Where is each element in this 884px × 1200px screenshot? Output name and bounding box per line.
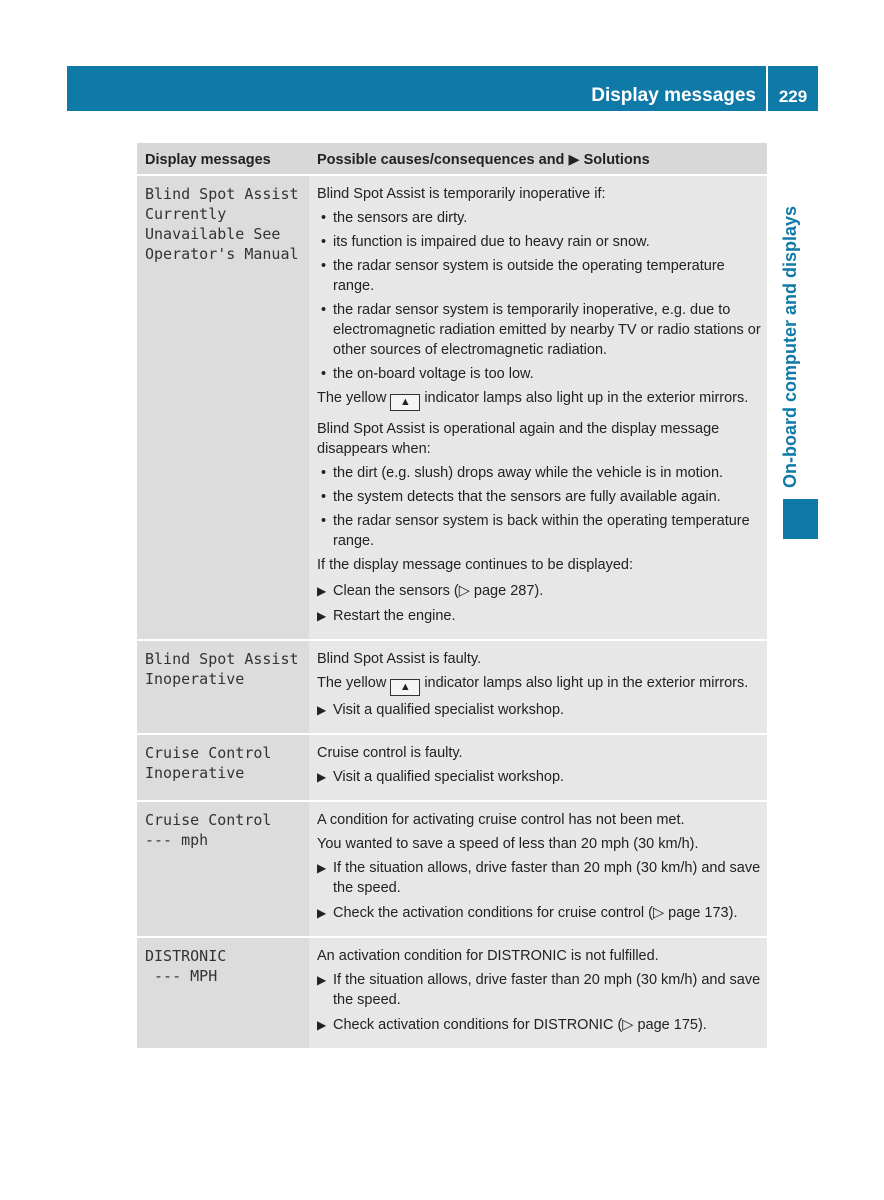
list-item-text: the system detects that the sensors are fully available again. [333, 489, 721, 505]
display-message: DISTRONIC --- MPH [137, 938, 309, 1048]
list-item [317, 208, 761, 228]
cause-text: You wanted to save a speed of less than 20 mph (30 km/h). [317, 836, 699, 852]
display-message: Blind Spot Assist Currently Unavailable See Operator's Manual [137, 176, 309, 639]
bullet-icon: • [321, 465, 327, 481]
table-header [137, 143, 767, 176]
bullet-icon: • [321, 302, 327, 318]
action-step [317, 858, 761, 898]
cause-text: Cruise control is faulty. [317, 745, 463, 761]
table-row [137, 938, 767, 1050]
list-item [317, 511, 761, 551]
action-text: Clean the sensors (▷ page 287). [333, 583, 544, 599]
action-step [317, 581, 761, 601]
action-arrow-icon: ▶ [317, 703, 327, 717]
action-arrow-icon: ▶ [317, 609, 327, 623]
cause-text: If the display message continues to be displayed: [317, 557, 633, 573]
section-tab-marker [783, 499, 818, 539]
col-header-messages: Display messages [145, 152, 271, 168]
col-header-solutions-text: Solutions [583, 152, 650, 168]
action-step [317, 606, 761, 626]
action-text: Visit a qualified specialist workshop. [333, 769, 565, 785]
action-step [317, 767, 761, 787]
cause-text: An activation condition for DISTRONIC is not fulfilled. [317, 948, 659, 964]
bullet-icon: • [321, 366, 327, 382]
header-bar [67, 66, 766, 111]
page-title: Display messages [591, 85, 756, 106]
action-text: Check activation conditions for DISTRONIC (▷ page 175). [333, 1017, 707, 1033]
lamp-note [317, 673, 761, 696]
bullet-icon: • [321, 489, 327, 505]
causes-solutions [309, 802, 767, 936]
bullet-icon: • [321, 234, 327, 250]
bullet-icon: • [321, 513, 327, 529]
table-row [137, 735, 767, 802]
causes-solutions [309, 735, 767, 800]
table-row [137, 802, 767, 938]
warning-lamp-icon: ▲ [390, 679, 420, 696]
action-arrow-icon: ▶ [317, 973, 327, 987]
arrow-right-icon: ▶ [568, 152, 580, 168]
cause-text: Blind Spot Assist is faulty. [317, 651, 482, 667]
causes-solutions [309, 641, 767, 733]
lamp-note-suffix: indicator lamps also light up in the exterior mirrors. [424, 390, 749, 406]
page-number: 229 [778, 87, 808, 106]
action-arrow-icon: ▶ [317, 770, 327, 784]
list-item-text: the on-board voltage is too low. [333, 366, 534, 382]
list-item-text: its function is impaired due to heavy rain or snow. [333, 234, 650, 250]
list-item [317, 463, 761, 483]
list-item-text: the radar sensor system is back within the operating temperature range. [333, 513, 750, 549]
cause-text: A condition for activating cruise control has not been met. [317, 812, 685, 828]
bullet-icon: • [321, 210, 327, 226]
action-text: If the situation allows, drive faster than 20 mph (30 km/h) and save the speed. [333, 860, 761, 896]
cause-text: Blind Spot Assist is operational again and the display message disappears when: [317, 421, 720, 457]
list-item [317, 364, 761, 384]
list-item-text: the radar sensor system is outside the operating temperature range. [333, 258, 725, 294]
cause-text: Blind Spot Assist is temporarily inoperative if: [317, 186, 606, 202]
table-row [137, 176, 767, 641]
lamp-note-suffix: indicator lamps also light up in the exterior mirrors. [424, 675, 749, 691]
action-text: Visit a qualified specialist workshop. [333, 702, 565, 718]
display-message: Cruise Control --- mph [137, 802, 309, 936]
list-item [317, 487, 761, 507]
list-item-text: the sensors are dirty. [333, 210, 468, 226]
action-step [317, 700, 761, 720]
action-arrow-icon: ▶ [317, 861, 327, 875]
action-text: Restart the engine. [333, 608, 456, 624]
bullet-icon: • [321, 258, 327, 274]
page-number-box [768, 66, 818, 111]
display-message: Blind Spot Assist Inoperative [137, 641, 309, 733]
action-step [317, 1015, 761, 1035]
col-header-causes [309, 143, 767, 174]
warning-lamp-icon: ▲ [390, 394, 420, 411]
action-text: If the situation allows, drive faster than 20 mph (30 km/h) and save the speed. [333, 972, 761, 1008]
lamp-note-prefix: The yellow [317, 390, 387, 406]
action-arrow-icon: ▶ [317, 584, 327, 598]
table-row [137, 641, 767, 735]
list-item [317, 232, 761, 252]
list-item [317, 256, 761, 296]
lamp-note-prefix: The yellow [317, 675, 387, 691]
action-step [317, 903, 761, 923]
display-messages-table [137, 143, 767, 1050]
section-side-label: On-board computer and displays [780, 205, 800, 488]
action-text: Check the activation conditions for cruise control (▷ page 173). [333, 905, 738, 921]
list-item-text: the radar sensor system is temporarily inoperative, e.g. due to electromagnetic radiation emitted by nearby TV or radio stations or other sources of electromagnetic radiation. [333, 302, 761, 358]
causes-solutions [309, 176, 767, 639]
list-item [317, 300, 761, 360]
list-item-text: the dirt (e.g. slush) drops away while the vehicle is in motion. [333, 465, 724, 481]
col-header-causes-text: Possible causes/consequences and [317, 152, 565, 168]
action-arrow-icon: ▶ [317, 906, 327, 920]
causes-solutions [309, 938, 767, 1048]
lamp-note [317, 388, 761, 411]
action-arrow-icon: ▶ [317, 1018, 327, 1032]
action-step [317, 970, 761, 1010]
display-message: Cruise Control Inoperative [137, 735, 309, 800]
